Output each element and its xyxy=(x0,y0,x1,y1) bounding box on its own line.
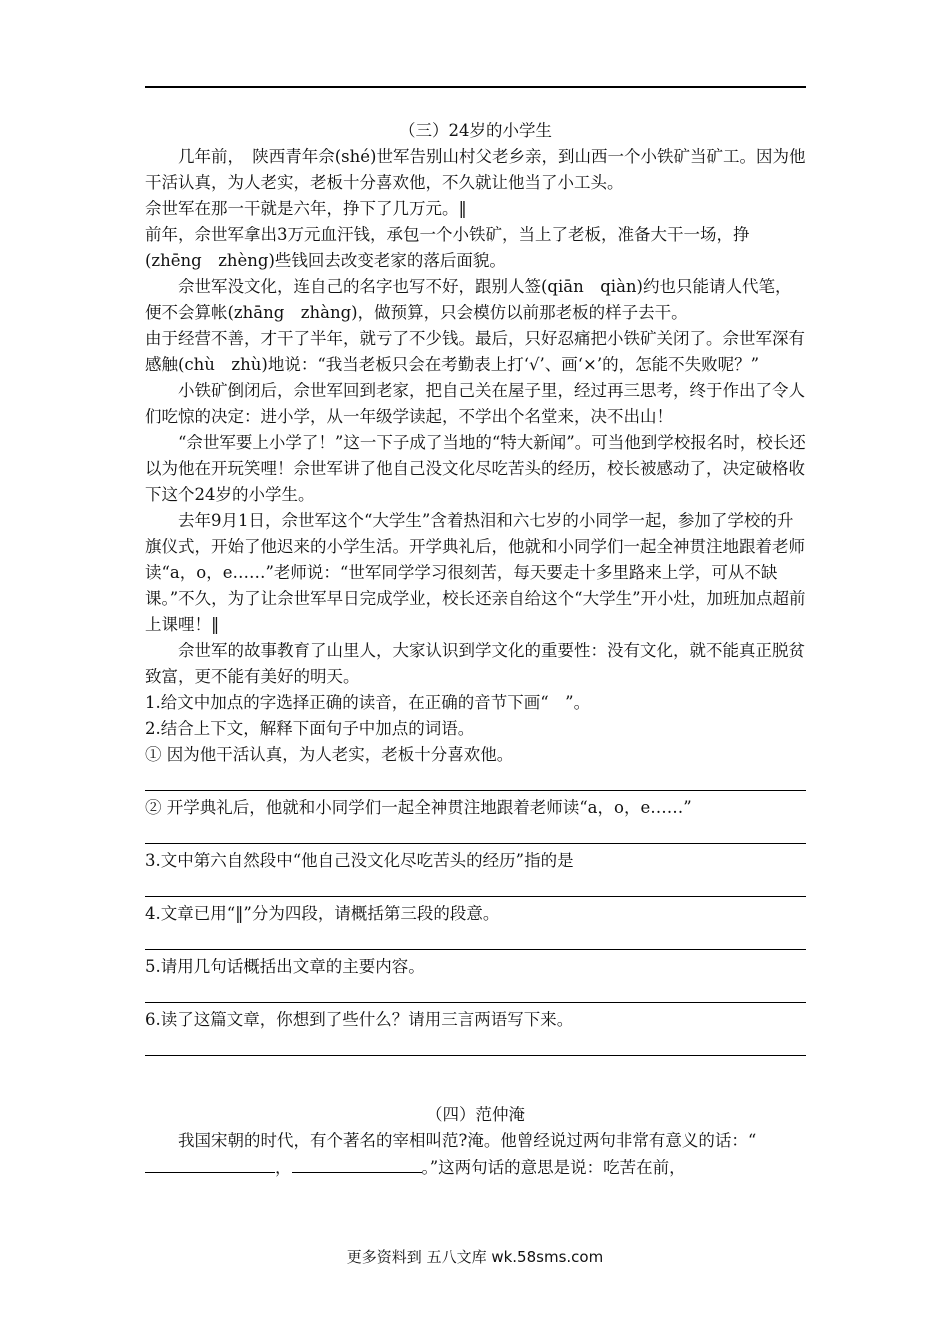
footer-link[interactable]: 更多资料到 五八文库 wk.58sms.com xyxy=(346,1248,604,1266)
section4-title: （四）范仲淹 xyxy=(426,1105,525,1124)
section4-text-end: 。”这两句话的意思是说：吃苦在前， xyxy=(421,1158,686,1177)
question-4: 4.文章已用“‖”分为四段，请概括第三段的段意。 xyxy=(145,904,500,923)
answer-line[interactable] xyxy=(145,980,806,1003)
paragraph: 佘世军没文化，连自己的名字也写不好，跟别人签(qiān qiàn)约也只能请人代笔，便不会算帐(zhāng zhàng)，做预算，只会模仿以前那老板的样子去干。 xyxy=(145,277,792,322)
paragraph: 由于经营不善，才干了半年，就亏了不少钱。最后，只好忍痛把小铁矿关闭了。佘世军深有感触(chù zhù)地说：“我当老板只会在考勤表上打‘√’、画‘×’的，怎能不失败呢？” xyxy=(145,329,805,374)
section4-comma: ， xyxy=(275,1158,292,1177)
question-2: 2.结合上下文，解释下面句子中加点的词语。 xyxy=(145,719,475,738)
paragraph: 佘世军的故事教育了山里人，大家认识到学文化的重要性：没有文化，就不能真正脱贫致富，更不能有美好的明天。 xyxy=(145,641,805,686)
fill-blank-1[interactable] xyxy=(145,1154,275,1173)
document-body xyxy=(145,118,806,1181)
section3-title: （三）24岁的小学生 xyxy=(399,121,552,140)
header-rule xyxy=(145,86,806,88)
answer-line[interactable] xyxy=(145,821,806,844)
fill-blank-2[interactable] xyxy=(292,1154,422,1173)
section4-text-start: 我国宋朝的时代，有个著名的宰相叫范?淹。他曾经说过两句非常有意义的话：“ xyxy=(178,1131,757,1150)
paragraph: 佘世军在那一干就是六年，挣下了几万元。‖ xyxy=(145,199,467,218)
paragraph: 前年，佘世军拿出3万元血汗钱，承包一个小铁矿，当上了老板，准备大干一场，挣(zhēng zhèng)些钱回去改变老家的落后面貌。 xyxy=(145,225,750,270)
answer-line[interactable] xyxy=(145,927,806,950)
paragraph: 几年前， 陕西青年佘(shé)世军告别山村父老乡亲，到山西一个小铁矿当矿工。因为他干活认真，为人老实，老板十分喜欢他，不久就让他当了小工头。 xyxy=(145,147,806,192)
paragraph: “佘世军要上小学了！”这一下子成了当地的“特大新闻”。可当他到学校报名时，校长还以为他在开玩笑哩！佘世军讲了他自己没文化尽吃苦头的经历，校长被感动了，决定破格收下这个24岁的小学生。 xyxy=(145,433,806,504)
answer-line[interactable] xyxy=(145,874,806,897)
question-2a: ① 因为他干活认真，为人老实，老板十分喜欢他。 xyxy=(145,745,514,764)
answer-line[interactable] xyxy=(145,1033,806,1056)
paragraph: 小铁矿倒闭后，佘世军回到老家，把自己关在屋子里，经过再三思考，终于作出了令人们吃惊的决定：进小学，从一年级学读起，不学出个名堂来，决不出山！ xyxy=(145,381,805,426)
question-2b: ② 开学典礼后，他就和小同学们一起全神贯注地跟着老师读“a，o，e……” xyxy=(145,798,692,817)
question-3: 3.文中第六自然段中“他自己没文化尽吃苦头的经历”指的是 xyxy=(145,851,574,870)
answer-line[interactable] xyxy=(145,768,806,791)
question-1: 1.给文中加点的字选择正确的读音，在正确的音节下画“ ”。 xyxy=(145,693,591,712)
section4-paragraph xyxy=(145,1128,806,1181)
question-5: 5.请用几句话概括出文章的主要内容。 xyxy=(145,957,425,976)
paragraph: 去年9月1日，佘世军这个“大学生”含着热泪和六七岁的小同学一起，参加了学校的升旗仪式，开始了他迟来的小学生活。开学典礼后，他就和小同学们一起全神贯注地跟着老师读“a，o，e……”老师说：“世军同学学习很刻苦，每天要走十多里路来上学，可从不缺课。”不久，为了让佘世军早日完成学业，校长还亲自给这个“大学生”开小灶，加班加点超前上课哩！‖ xyxy=(145,511,806,634)
question-6: 6.读了这篇文章，你想到了些什么？请用三言两语写下来。 xyxy=(145,1010,574,1029)
